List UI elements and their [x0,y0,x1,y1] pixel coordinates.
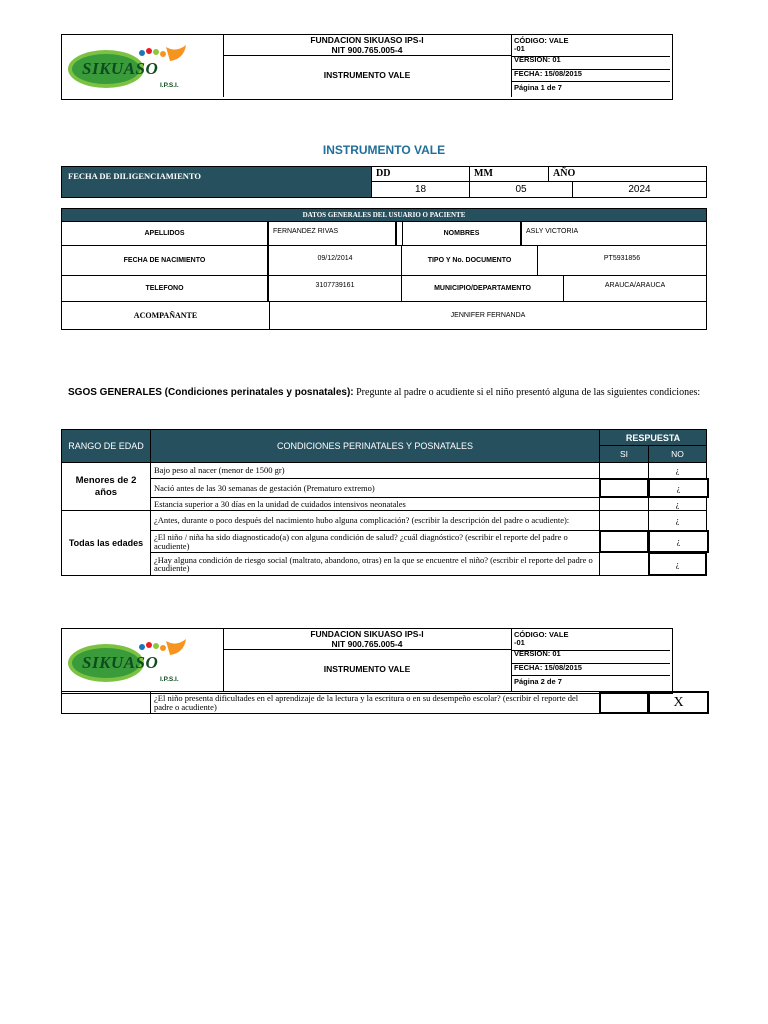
patient-section-title: DATOS GENERALES DEL USUARIO O PACIENTE [61,208,707,222]
answer-si-5[interactable] [599,530,649,553]
logo-text: SIKUASO [82,653,159,672]
code-suffix: -01 [514,44,525,53]
col-age-header: RANGO DE EDAD [61,429,151,463]
code-suffix: -01 [514,638,525,647]
nacimiento-label: FECHA DE NACIMIENTO [61,245,268,276]
sikuaso-logo [62,35,224,97]
logo-subtext: I.P.S.I. [160,676,179,683]
foundation-name: FUNDACION SIKUASO IPS-I [310,35,424,45]
page-label: Página 1 de 7 [514,83,562,92]
version-label: VERSION: 01 [511,651,670,664]
question-3: Estancia superior a 30 días en la unidad de cuidados intensivos neonatales [150,497,600,511]
col-si-header: SI [599,445,649,463]
age-group-all: Todas las edades [61,510,151,576]
question-5: ¿El niño / niña ha sido diagnosticado(a) con alguna condición de salud? ¿cuál diagnóstico? (escribir el reporte del padre o acudiente) [150,530,600,553]
signs-heading-text: Pregunte al padre o acudiente si el niño presentó alguna de las siguientes condiciones: [353,387,701,398]
code-label: CÓDIGO: VALE [514,630,569,639]
age-group-under-2: Menores de 2 años [61,462,151,511]
answer-si-2[interactable] [599,478,649,498]
foundation-nit: NIT 900.765.005-4 [331,44,403,55]
municipio-label: MUNICIPIO/DEPARTAMENTO [401,275,564,302]
foundation-name: FUNDACION SIKUASO IPS-I [310,629,424,639]
code-label: CÓDIGO: VALE [514,36,569,45]
signs-heading [68,386,708,400]
answer-no-2[interactable]: ¿ [648,478,709,498]
col-response-header: RESPUESTA [599,429,707,446]
answer-si-4[interactable] [599,510,649,531]
answer-no-7[interactable]: X [648,691,709,714]
acompanante-label: ACOMPAÑANTE [61,301,270,330]
question-7: ¿El niño presenta dificultades en el aprendizaje de la lectura y la escritura o en su desempeño escolar? (escribir el reporte del padre o acudiente) [150,691,600,714]
document-header [61,34,673,100]
page-label: Página 2 de 7 [514,677,562,686]
documento-value[interactable]: PT5931856 [537,245,707,276]
answer-si-6[interactable] [599,552,649,576]
mm-value[interactable]: 05 [469,181,573,198]
sikuaso-logo [62,629,224,691]
logo-subtext: I.P.S.I. [160,82,179,89]
instrument-name: INSTRUMENTO VALE [323,70,411,80]
date-label: FECHA: 15/08/2015 [511,664,670,676]
answer-si-1[interactable] [599,462,649,479]
answer-no-5[interactable]: ¿ [648,530,709,553]
answer-no-3[interactable]: ¿ [648,497,707,511]
date-section-label: FECHA DE DILIGENCIAMIENTO [61,166,372,198]
telefono-label: TELEFONO [61,275,268,302]
version-label: VERSION: 01 [511,57,670,70]
signs-heading-bold: SGOS GENERALES (Condiciones perinatales y posnatales): [68,387,354,398]
col-no-header: NO [648,445,707,463]
nacimiento-value[interactable]: 09/12/2014 [268,245,402,276]
answer-si-3[interactable] [599,497,649,511]
question-1: Bajo peso al nacer (menor de 1500 gr) [150,462,600,479]
question-2: Nació antes de las 30 semanas de gestación (Prematuro extremo) [150,478,600,498]
acompanante-value[interactable]: JENNIFER FERNANDA [269,301,707,330]
year-label: AÑO [548,166,707,182]
nombres-label: NOMBRES [402,221,521,246]
question-6: ¿Hay alguna condición de riesgo social (maltrato, abandono, otras) en la que se encuentre el niño? (escribir el reporte del padre o acudiente) [150,552,600,576]
answer-no-4[interactable]: ¿ [648,510,707,531]
page-title: INSTRUMENTO VALE [322,143,446,157]
instrument-name: INSTRUMENTO VALE [323,664,411,674]
nombres-value[interactable]: ASLY VICTORIA [521,221,707,246]
apellidos-value[interactable]: FERNANDEZ RIVAS [268,221,396,246]
documento-label: TIPO Y No. DOCUMENTO [401,245,538,276]
answer-no-6[interactable]: ¿ [648,552,707,576]
date-label: FECHA: 15/08/2015 [511,70,670,82]
municipio-value[interactable]: ARAUCA/ARAUCA [563,275,707,302]
dd-value[interactable]: 18 [371,181,470,198]
mm-label: MM [469,166,549,182]
col-condition-header: CONDICIONES PERINATALES Y POSNATALES [150,429,600,463]
foundation-nit: NIT 900.765.005-4 [331,638,403,649]
question-4: ¿Antes, durante o poco después del nacimiento hubo alguna complicación? (escribir la descripción del padre o acudiente): [150,510,600,531]
apellidos-label: APELLIDOS [61,221,268,246]
document-header-page-2 [61,628,673,694]
age-group-empty [61,691,151,714]
answer-si-7[interactable] [599,691,649,714]
telefono-value[interactable]: 3107739161 [268,275,402,302]
logo-text: SIKUASO [82,59,159,78]
answer-no-1[interactable]: ¿ [648,462,707,479]
year-value[interactable]: 2024 [572,181,707,198]
dd-label: DD [371,166,470,182]
